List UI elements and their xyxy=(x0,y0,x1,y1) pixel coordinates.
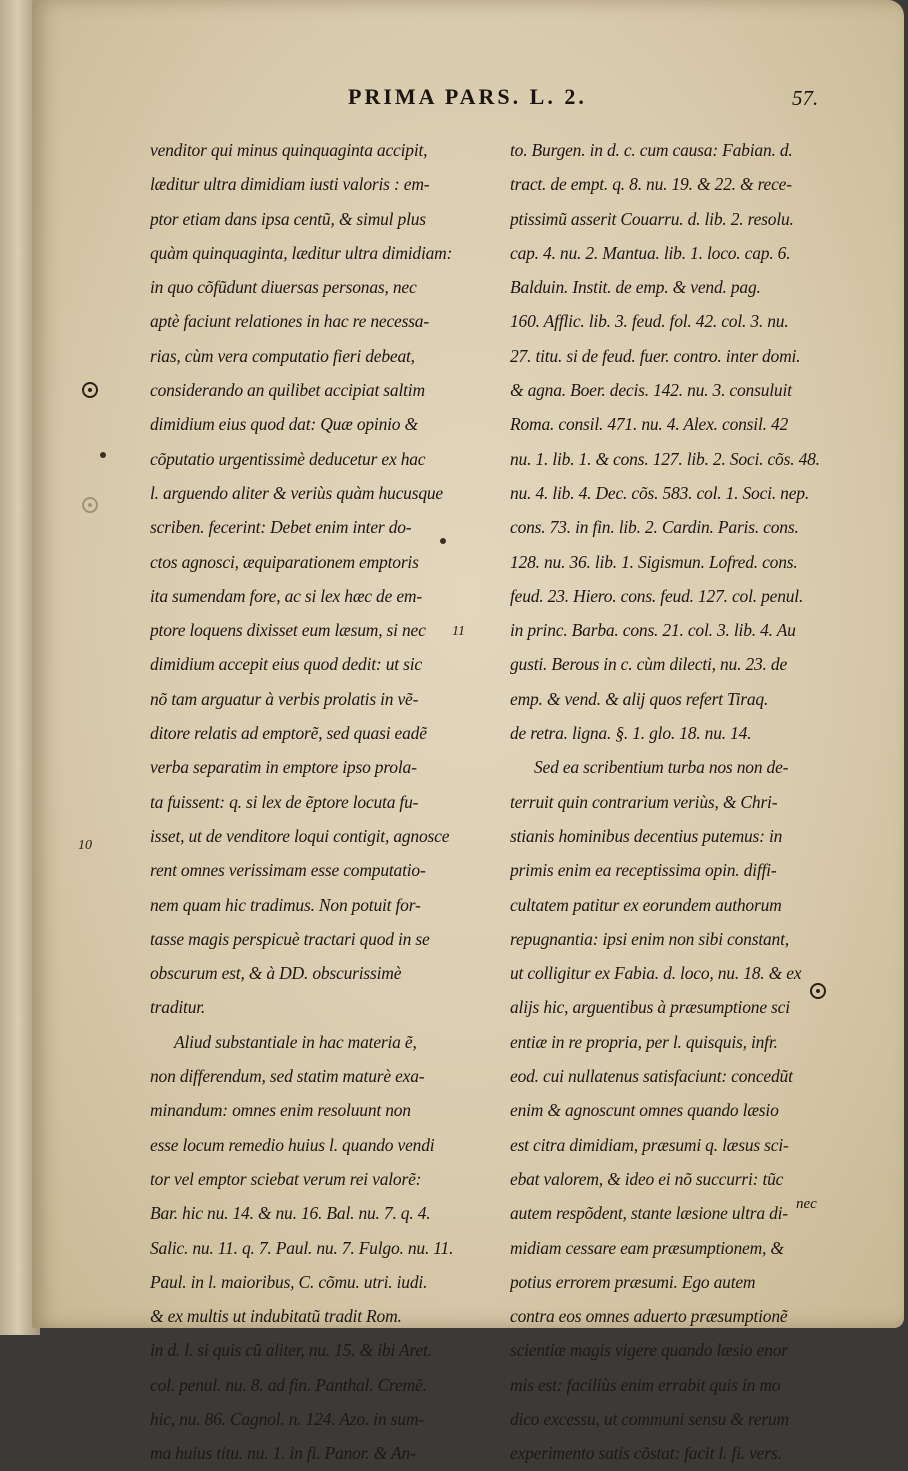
text-line: stianis hominibus decentius putemus: in xyxy=(510,825,783,846)
paragraph-start-line: Sed ea scribentium turba nos non de- xyxy=(534,757,789,778)
text-line: dico excessu, ut communi sensu & rerum xyxy=(510,1408,789,1429)
text-line: feud. 23. Hiero. cons. feud. 127. col. penul. xyxy=(510,585,804,606)
text-line: cultatem patitur ex eorundem authorum xyxy=(510,894,782,915)
running-title: PRIMA PARS. L. 2. xyxy=(348,84,587,109)
text-line: Bar. hic nu. 14. & nu. 16. Bal. nu. 7. q. 4. xyxy=(150,1203,431,1224)
text-line: contra eos omnes aduerto præsumptionẽ xyxy=(510,1306,788,1327)
text-line: læditur ultra dimidiam iusti valoris : em- xyxy=(150,174,430,195)
text-line: & ex multis ut indubitatũ tradit Rom. xyxy=(150,1306,402,1327)
text-line: terruit quin contrarium veriùs, & Chri- xyxy=(510,791,778,812)
text-line: hic, nu. 86. Cagnol. n. 124. Azo. in sum- xyxy=(150,1408,424,1429)
text-line: dimidium eius quod dat: Quæ opinio & xyxy=(150,414,418,435)
text-line: in princ. Barba. cons. 21. col. 3. lib. 4. Au xyxy=(510,620,796,641)
text-line: ditore relatis ad emptorẽ, sed quasi eadẽ xyxy=(150,723,427,744)
text-line: cons. 73. in fin. lib. 2. Cardin. Paris. cons. xyxy=(510,517,799,538)
text-line: 160. Afflic. lib. 3. feud. fol. 42. col. 3. nu. xyxy=(510,311,789,332)
text-line: col. penul. nu. 8. ad fin. Panthal. Cremẽ. xyxy=(150,1374,427,1395)
text-line: emp. & vend. & alij quos refert Tiraq. xyxy=(510,688,769,709)
text-line: ta fuissent: q. si lex de ẽptore locuta fu- xyxy=(150,791,419,812)
text-line: est citra dimidiam, præsumi q. læsus sci- xyxy=(510,1134,789,1155)
text-line: quàm quinquaginta, læditur ultra dimidiam: xyxy=(150,242,453,263)
text-line: primis enim ea receptissima opin. diffi- xyxy=(510,860,777,881)
catchword: nec xyxy=(796,1196,817,1212)
text-line: in d. l. si quis cũ aliter, nu. 15. & ibi Aret. xyxy=(150,1340,432,1361)
text-line: non differendum, sed statim maturè exa- xyxy=(150,1066,425,1087)
text-line: ptor etiam dans ipsa centũ, & simul plus xyxy=(150,208,426,229)
text-line: Paul. in l. maioribus, C. cõmu. utri. iudi. xyxy=(150,1271,428,1292)
text-line: to. Burgen. in d. c. cum causa: Fabian. d. xyxy=(510,140,793,160)
text-line: tract. de empt. q. 8. nu. 19. & 22. & rece- xyxy=(510,174,792,195)
left-margin-section-number: 10 xyxy=(78,838,92,853)
text-line: mis est: faciliùs enim errabit quis in mo xyxy=(510,1374,781,1395)
text-line: l. arguendo aliter & veriùs quàm hucusque xyxy=(150,482,443,503)
text-line: tor vel emptor sciebat verum rei valorẽ: xyxy=(150,1168,422,1189)
text-line: traditur. xyxy=(150,997,206,1018)
text-line: verba separatim in emptore ipso prola- xyxy=(150,757,417,778)
text-line: gusti. Berous in c. cùm dilecti, nu. 23. de xyxy=(510,654,788,675)
text-line: aptè faciunt relationes in hac re necessa- xyxy=(150,311,429,332)
text-line: isset, ut de venditore loqui contigit, agnosce xyxy=(150,825,450,846)
text-line: nem quam hic tradimus. Non potuit for- xyxy=(150,894,421,915)
text-line: ebat valorem, & ideo ei nõ succurri: tũc xyxy=(510,1168,784,1189)
text-line: entiæ in re propria, per l. quisquis, infr. xyxy=(510,1031,778,1052)
paragraph-start-line: Aliud substantiale in hac materia ẽ, xyxy=(174,1031,417,1052)
text-line: scientiæ magis vigere quando læsio enor xyxy=(510,1340,788,1361)
right-margin-section-number: 11 xyxy=(452,624,465,639)
text-line: minandum: omnes enim resoluunt non xyxy=(150,1100,411,1121)
text-line: Balduin. Instit. de emp. & vend. pag. xyxy=(510,277,761,298)
text-line: ita sumendam fore, ac si lex hæc de em- xyxy=(150,585,422,606)
text-line: experimento satis cõstat: facit l. fi. vers. xyxy=(510,1443,782,1464)
text-line: venditor qui minus quinquaginta accipit, xyxy=(150,140,428,160)
text-line: Salic. nu. 11. q. 7. Paul. nu. 7. Fulgo. nu. 11. xyxy=(150,1237,454,1258)
text-line: in quo cõfũdunt diuersas personas, nec xyxy=(150,277,417,298)
text-line: midiam cessare eam præsumptionem, & xyxy=(510,1237,784,1258)
text-line: 27. titu. si de feud. fuer. contro. inter domi. xyxy=(510,345,801,366)
text-line: de retra. ligna. §. 1. glo. 18. nu. 14. xyxy=(510,723,752,744)
text-line: 128. nu. 36. lib. 1. Sigismun. Lofred. cons. xyxy=(510,551,798,572)
left-margin-faint-circle-mark xyxy=(82,497,98,513)
left-margin-dot xyxy=(100,452,106,458)
text-line: rent omnes verissimam esse computatio- xyxy=(150,860,426,881)
text-line: nu. 4. lib. 4. Dec. cõs. 583. col. 1. Soci. nep. xyxy=(510,482,810,503)
text-line: ut colligitur ex Fabia. d. loco, nu. 18. & ex xyxy=(510,963,802,984)
text-line: ptissimũ asserit Couarru. d. lib. 2. resolu. xyxy=(510,208,794,229)
text-line: dimidium accepit eius quod dedit: ut sic xyxy=(150,654,422,675)
text-line: obscurum est, & à DD. obscurissimè xyxy=(150,963,402,984)
book-page xyxy=(32,0,904,1464)
text-line: eod. cui nullatenus satisfaciunt: concedũt xyxy=(510,1066,793,1087)
text-line: scriben. fecerint: Debet enim inter do- xyxy=(150,517,412,538)
text-line: nõ tam arguatur à verbis prolatis in vẽ- xyxy=(150,688,419,709)
text-line: considerando an quilibet accipiat saltim xyxy=(150,380,425,401)
text-line: tasse magis perspicuè tractari quod in se xyxy=(150,928,430,949)
text-line: & agna. Boer. decis. 142. nu. 3. consuluit xyxy=(510,380,792,401)
text-line: enim & agnoscunt omnes quando læsio xyxy=(510,1100,779,1121)
text-line: nu. 1. lib. 1. & cons. 127. lib. 2. Soci. cõs. 48. xyxy=(510,448,820,469)
left-margin-circle-mark xyxy=(82,382,98,398)
left-text-column xyxy=(150,133,476,1471)
text-line: Roma. consil. 471. nu. 4. Alex. consil. 42 xyxy=(510,414,789,435)
text-line: esse locum remedio huius l. quando vendi xyxy=(150,1134,435,1155)
folio-number: 57. xyxy=(792,86,819,110)
text-line: repugnantia: ipsi enim non sibi constant, xyxy=(510,928,789,949)
text-line: cap. 4. nu. 2. Mantua. lib. 1. loco. cap. 6. xyxy=(510,242,791,263)
text-line: autem respõdent, stante læsione ultra di- xyxy=(510,1203,788,1224)
text-line: ma huius titu. nu. 1. in fi. Panor. & An- xyxy=(150,1443,416,1464)
text-line: cõputatio urgentissimè deducetur ex hac xyxy=(150,448,426,469)
text-line: potius errorem præsumi. Ego autem xyxy=(510,1271,756,1292)
text-line: alijs hic, arguentibus à præsumptione sci xyxy=(510,997,790,1018)
text-line: ctos agnosci, æquiparationem emptoris xyxy=(150,551,419,572)
text-line: rias, cùm vera computatio fieri debeat, xyxy=(150,345,415,366)
right-text-column xyxy=(510,133,836,1471)
text-line: ptore loquens dixisset eum læsum, si nec xyxy=(150,620,426,641)
